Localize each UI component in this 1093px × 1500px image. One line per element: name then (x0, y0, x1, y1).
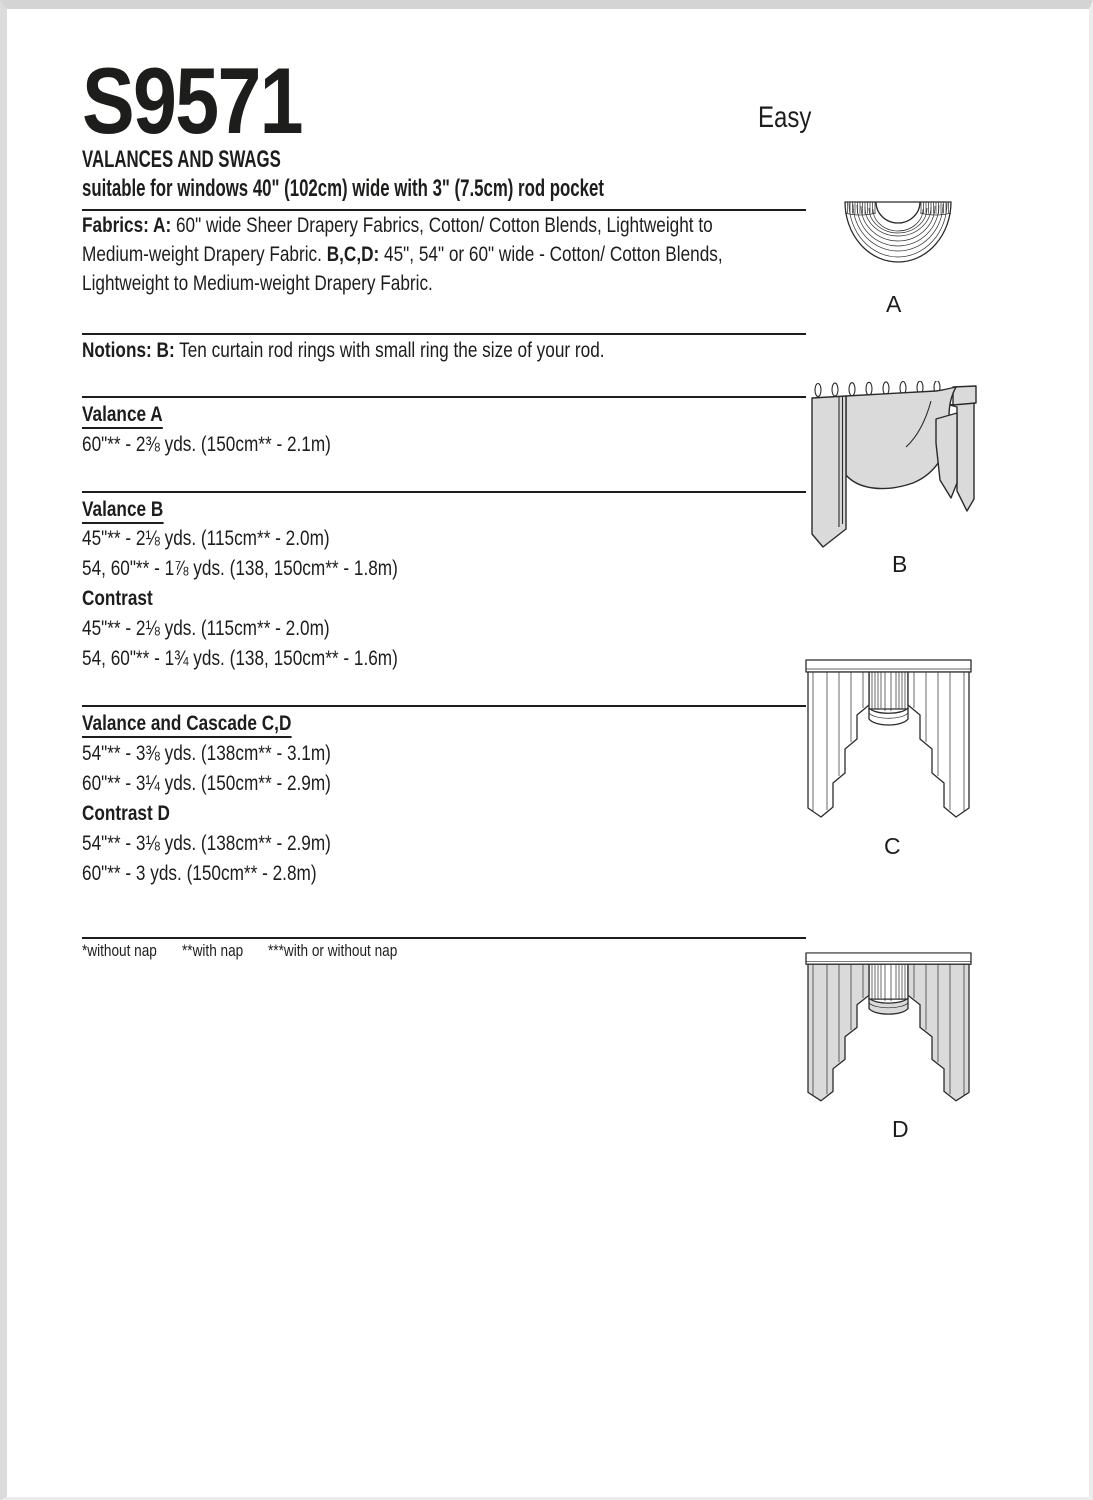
footnote-with-nap: **with nap (182, 941, 244, 960)
valance-a-yardage: 60"** - 2⅜ yds. (150cm** - 2.1m) (82, 432, 331, 456)
fabrics-line-3: Lightweight to Medium-weight Drapery Fabric. (82, 271, 433, 295)
notions-line: Notions: B: Ten curtain rod rings with small ring the size of your rod. (82, 338, 605, 362)
valance-b-contrast-yardage-2: 54, 60"** - 1¾ yds. (138, 150cm** - 1.6m) (82, 646, 398, 670)
divider-1 (82, 209, 806, 211)
illustration-a-label: A (886, 291, 902, 317)
pattern-number: S9571 (82, 48, 302, 153)
illustration-d-label: D (892, 1116, 909, 1142)
valance-cd-yardage-2: 60"** - 3¼ yds. (150cm** - 2.9m) (82, 771, 331, 795)
valance-c-illustration (805, 659, 972, 831)
valance-cd-contrast-heading: Contrast D (82, 801, 170, 825)
valance-b-yardage-2: 54, 60"** - 1⅞ yds. (138, 150cm** - 1.8m) (82, 556, 398, 580)
divider-2 (82, 333, 806, 335)
valance-cd-heading: Valance and Cascade C,D (82, 712, 344, 735)
valance-cd-contrast-yardage-1: 54"** - 3⅛ yds. (138cm** - 2.9m) (82, 831, 331, 855)
illustration-b-label: B (892, 551, 908, 577)
notions-label: Notions: B: (82, 338, 175, 362)
divider-5 (82, 705, 806, 707)
divider-3 (82, 396, 806, 398)
footnote-without-nap: *without nap (82, 941, 157, 960)
divider-4 (82, 491, 806, 493)
valance-b-illustration (810, 381, 978, 551)
difficulty-label: Easy (758, 101, 812, 134)
fabrics-label: Fabrics: A: (82, 213, 172, 237)
valance-cd-contrast-yardage-2: 60"** - 3 yds. (150cm** - 2.8m) (82, 861, 317, 885)
footnote-with-or-without-nap: ***with or without nap (268, 941, 398, 960)
valance-a-heading: Valance A (82, 403, 183, 426)
valance-a-swag-illustration (838, 200, 958, 268)
illustration-c-label: C (884, 833, 901, 859)
valance-cd-yardage-1: 54"** - 3⅜ yds. (138cm** - 3.1m) (82, 741, 331, 765)
valance-b-contrast-heading: Contrast (82, 586, 153, 610)
valance-d-illustration (805, 952, 972, 1114)
fabrics-line-1: Fabrics: A: 60" wide Sheer Drapery Fabrics, Cotton/ Cotton Blends, Lightweight to (82, 213, 713, 237)
valance-b-contrast-yardage-1: 45"** - 2⅛ yds. (115cm** - 2.0m) (82, 616, 330, 640)
fabrics-views-label: B,C,D: (326, 242, 380, 266)
divider-6 (82, 937, 806, 939)
page-title: VALANCES AND SWAGS (82, 146, 281, 173)
valance-b-heading: Valance B (82, 498, 184, 521)
page-subtitle: suitable for windows 40" (102cm) wide with 3" (7.5cm) rod pocket (82, 175, 604, 202)
valance-b-yardage-1: 45"** - 2⅛ yds. (115cm** - 2.0m) (82, 526, 330, 550)
fabrics-line-2: Medium-weight Drapery Fabric. B,C,D: 45", 54" or 60" wide - Cotton/ Cotton Blends, (82, 242, 723, 266)
